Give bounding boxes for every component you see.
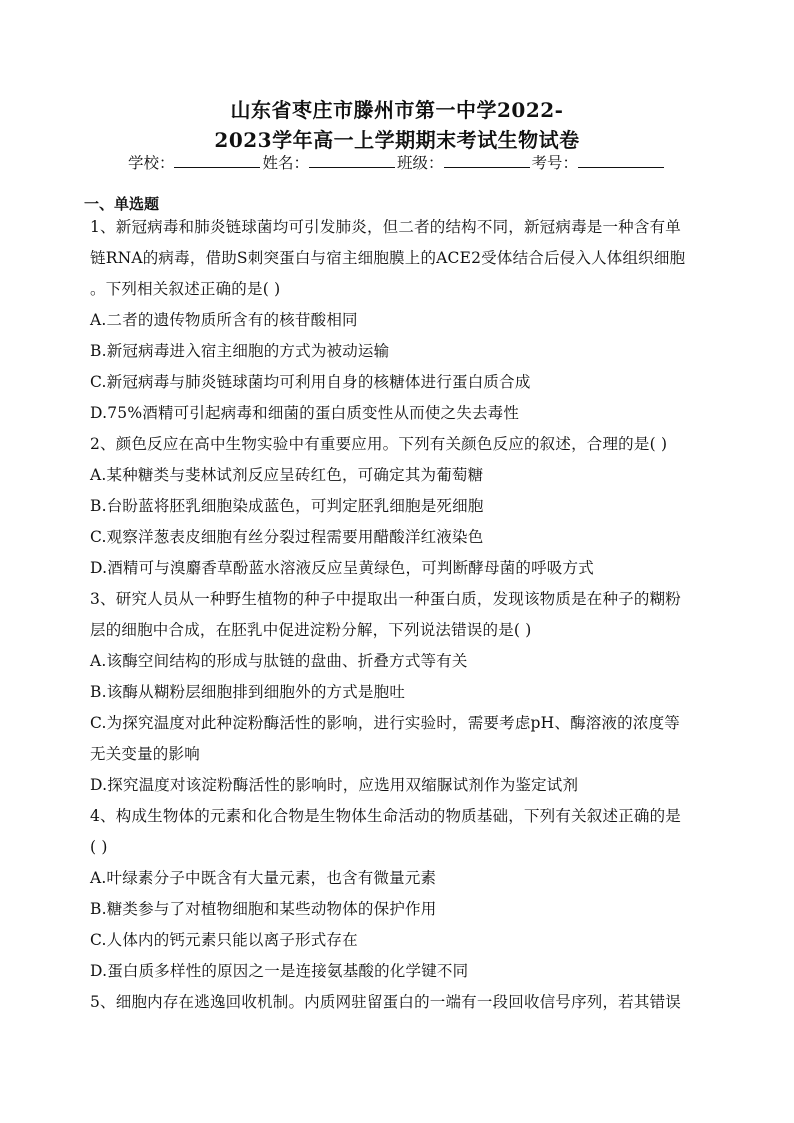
exam-id-blank <box>578 153 664 168</box>
option-line: B.糖类参与了对植物细胞和某些动物体的保护作用 <box>90 900 437 918</box>
document-title-line-1: 山东省枣庄市滕州市第一中学2022- <box>230 98 564 122</box>
text-line: 层的细胞中合成，在胚乳中促进淀粉分解，下列说法错误的是( ) <box>90 621 532 639</box>
option-line: A.该酶空间结构的形成与肽链的盘曲、折叠方式等有关 <box>90 652 468 670</box>
option-line: C.观察洋葱表皮细胞有丝分裂过程需要用醋酸洋红液染色 <box>90 528 484 546</box>
option-line: D.探究温度对该淀粉酶活性的影响时，应选用双缩脲试剂作为鉴定试剂 <box>90 776 579 794</box>
option-line: D.蛋白质多样性的原因之一是连接氨基酸的化学键不同 <box>90 962 469 980</box>
option-line: B.台盼蓝将胚乳细胞染成蓝色，可判定胚乳细胞是死细胞 <box>90 497 484 515</box>
option-line: D.酒精可与溴麝香草酚蓝水溶液反应呈黄绿色，可判断酵母菌的呼吸方式 <box>90 559 594 577</box>
text-line: 5、细胞内存在逃逸回收机制。内质网驻留蛋白的一端有一段回收信号序列，若其错误 <box>90 993 681 1011</box>
name-blank <box>309 153 395 168</box>
section-heading: 一、单选题 <box>84 195 160 213</box>
text-line: 3、研究人员从一种野生植物的种子中提取出一种蛋白质，发现该物质是在种子的糊粉 <box>90 590 681 608</box>
option-line: A.某种糖类与斐林试剂反应呈砖红色，可确定其为葡萄糖 <box>90 466 484 484</box>
name-label: 姓名： <box>262 154 309 172</box>
option-line: A.叶绿素分子中既含有大量元素，也含有微量元素 <box>90 869 437 887</box>
option-line: D.75%酒精可引起病毒和细菌的蛋白质变性从而使之失去毒性 <box>90 404 520 422</box>
option-line: A.二者的遗传物质所含有的核苷酸相同 <box>90 311 358 329</box>
class-label: 班级： <box>397 154 444 172</box>
document-title-line-2: 2023学年高一上学期期末考试生物试卷 <box>214 128 580 152</box>
exam-id-label: 考号： <box>531 154 579 172</box>
question-body <box>90 212 702 1018</box>
option-line: C.人体内的钙元素只能以离子形式存在 <box>90 931 358 949</box>
text-line: ( ) <box>90 838 108 856</box>
option-line: 无关变量的影响 <box>90 745 200 763</box>
option-line: C.新冠病毒与肺炎链球菌均可利用自身的核糖体进行蛋白质合成 <box>90 373 531 391</box>
text-line: 1、新冠病毒和肺炎链球菌均可引发肺炎，但二者的结构不同，新冠病毒是一种含有单 <box>90 218 681 236</box>
school-blank <box>174 153 260 168</box>
text-line: 2、颜色反应在高中生物实验中有重要应用。下列有关颜色反应的叙述，合理的是( ) <box>90 435 668 453</box>
option-line: B.该酶从糊粉层细胞排到细胞外的方式是胞吐 <box>90 683 406 701</box>
option-line: B.新冠病毒进入宿主细胞的方式为被动运输 <box>90 342 390 360</box>
text-line: 链RNA的病毒，借助S刺突蛋白与宿主细胞膜上的ACE2受体结合后侵入人体组织细胞 <box>90 249 686 267</box>
text-line: 4、构成生物体的元素和化合物是生物体生命活动的物质基础，下列有关叙述正确的是 <box>90 807 681 825</box>
text-line: 。下列相关叙述正确的是( ) <box>90 280 281 298</box>
class-blank <box>444 153 530 168</box>
option-line: C.为探究温度对此种淀粉酶活性的影响，进行实验时，需要考虑pH、酶溶液的浓度等 <box>90 714 680 732</box>
school-label: 学校： <box>127 154 175 172</box>
student-info-row <box>0 152 794 174</box>
